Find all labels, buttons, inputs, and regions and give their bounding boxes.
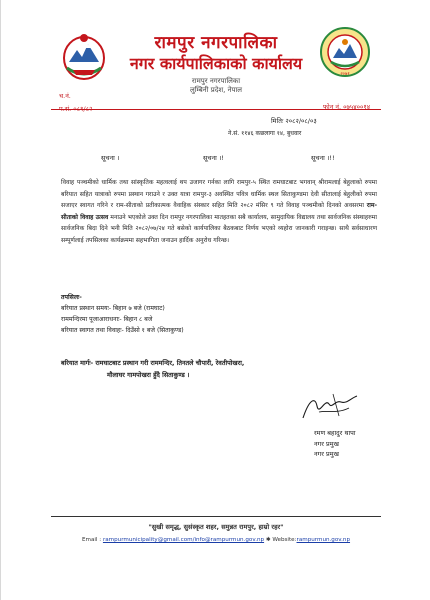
body-highlight: राम-सीताको विवाह उत्सव	[61, 202, 377, 221]
route-line-2: मौलाघर गामपोखरा हुँदै सिताकुण्ड ।	[107, 371, 190, 379]
notice-heading-2: सूचना ।!	[203, 154, 224, 162]
footer-contact	[1, 537, 430, 543]
website-icon: ✱	[265, 537, 271, 543]
letterhead-subtitle: नगर कार्यपालिकाको कार्यालय	[129, 54, 303, 73]
procession-route	[61, 357, 244, 381]
svg-text:२०७१: २०७१	[340, 72, 350, 77]
schedule-row: राममन्दिरमा पूजाआराधनाः- बिहान ८ बजे	[61, 316, 153, 323]
email-label: Email :	[81, 537, 102, 543]
address-line-2: लुम्बिनी प्रदेश, नेपाल	[189, 86, 243, 94]
route-label: बरियात मार्गः-	[61, 359, 94, 367]
schedule-row: बरियात प्रस्थान समयः- बिहान ७ बजे (रामघाट)	[61, 305, 165, 312]
body-part-2: मनाउने भएकोले उक्त दिन रामपुर नगरपालिका मातहतका सबै कार्यालय, सामुदायिक विद्यालय तथा सार्वजनिक संस्थाहरुमा सार्वजनिक बिदा दिने भनी मिति २०८२/०७/२४ गते बसेको कार्यपालिका बैठकबाट निर्णय भएको व्यहोरा जानकारी गराइन्छ। साथै सर्वसाधारण सम्पूर्णलाई तपसिलका कार्यक्रममा सहभागिता जनाउन हार्दिक अनुरोध गरिन्छ।	[61, 213, 377, 244]
letter-date: मितिः २०८२/०८/०३	[271, 117, 317, 125]
body-part-1: विवाह पञ्चमीको धार्मिक तथा सांस्कृतिक महत्वलाई थप उजागर गर्नका लागि रामपुर-५ स्थित रामघाटबाट भगवान् श्रीरामलाई बेहुलाको रुपमा बरियात सहित यात्राको रुपमा प्रस्थान गराउने र उक्त यात्रा रामपुर-३ अवस्थित पवित्र धार्मिक स्थल सिताकुण्डमा देवी सीतालाई बेहुलीको रुपमा सजाएर स्वागत गरिने र राम-सीताको प्रतीकात्मक वैवाहिक संस्कार सहित मिति २०८२ मंसिर ९ गते विवाह पञ्चमीको दिनको अवसरमा	[61, 179, 377, 210]
phone-number: फोन नं. ०७५४००१४	[323, 103, 371, 111]
address-line-1: रामपुर नगरपालिका	[191, 77, 241, 85]
letterhead-title: रामपुर नगरपालिका	[154, 33, 278, 53]
fiscal-year: प.सं. ०८१/८२	[59, 105, 93, 113]
schedule-section	[61, 292, 184, 336]
letter-meta-left	[59, 90, 92, 116]
route-line-1: रामघाटबाट प्रस्थान गरी राममन्दिर, तिनतले चौपारी, रेवतीपोखरा,	[95, 359, 245, 367]
notice-heading-1: सूचना ।	[101, 154, 120, 162]
website-link[interactable]: rampurmun.gov.np	[296, 537, 351, 543]
signatory-title: नगर प्रमुख	[314, 439, 339, 448]
nepal-sambat-date: ने.सं. ११४६ कछलागा १४, बुधवार	[228, 130, 302, 137]
email-link[interactable]: rampurmunicipality@gmail.com/info@rampurmun.gov.np	[102, 537, 265, 543]
signature-image	[299, 390, 359, 424]
signatory-block	[314, 428, 356, 460]
notice-body	[61, 177, 377, 247]
schedule-row: बरियात स्वागत तथा विवाहः- दिउँसो १ बजे (सिताकुण्ड)	[61, 327, 184, 334]
footer-motto: "सुखी समृद्ध, सुसंस्कृत शहर, समुन्नत रामपुर, हाम्रो रहर"	[148, 523, 284, 531]
signatory-name: रमण बहादुर थापा	[314, 429, 356, 437]
footer-divider	[51, 516, 381, 517]
schedule-heading: तपसिलः-	[61, 294, 82, 301]
header-divider	[51, 109, 381, 110]
chalani-number: च.नं.	[59, 92, 71, 100]
website-label: Website:	[272, 537, 297, 543]
notice-heading-3: सूचना ।!!	[311, 154, 335, 162]
signatory-title: नगर प्रमुख	[314, 450, 339, 458]
